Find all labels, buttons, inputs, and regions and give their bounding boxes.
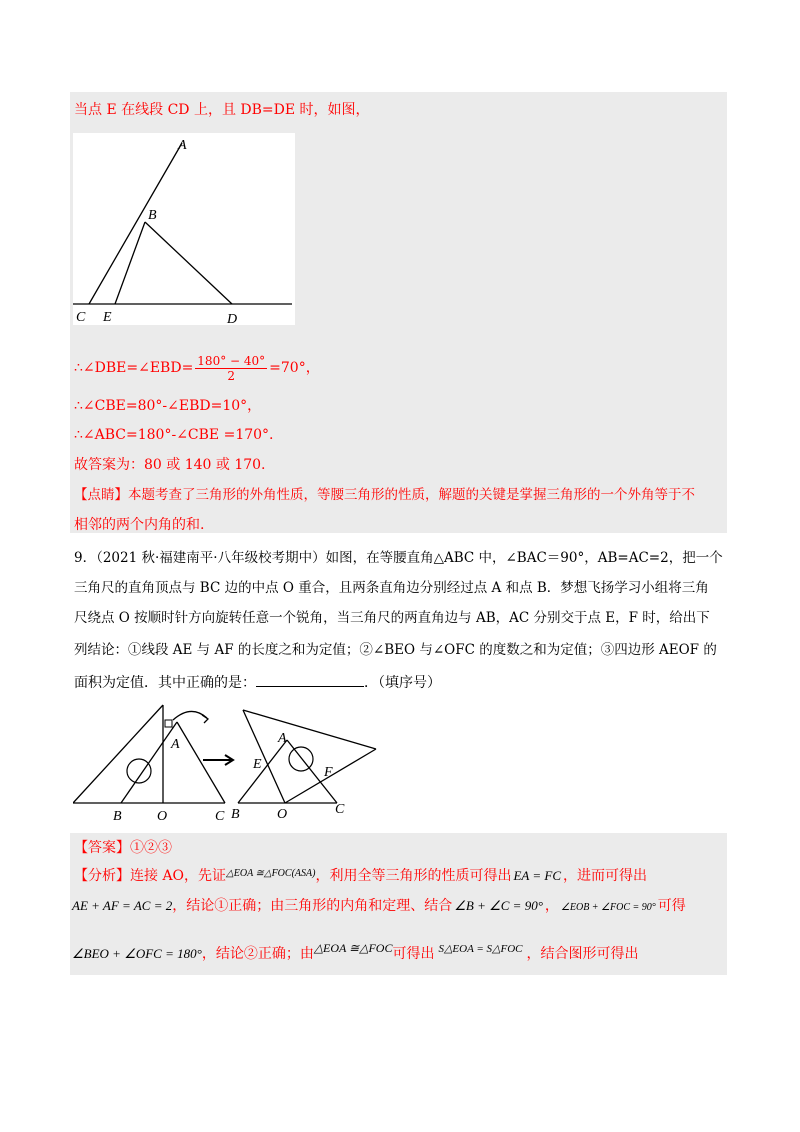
analysis-pre: 【分析】连接 AO，先证 <box>74 868 227 884</box>
figure-triangle-abcde <box>73 133 295 325</box>
fig2-right-label-F: F <box>324 765 333 780</box>
fig1-label-E: E <box>103 310 112 325</box>
step1-numerator: 180° − 40° <box>197 353 266 368</box>
congruence-2: △EOA ≅△FOC <box>313 941 393 955</box>
question-line-5-post: ．（填序号） <box>364 675 441 691</box>
analysis-line2-b: 可得 <box>657 898 686 914</box>
solution-step1 <box>74 350 320 386</box>
solution-step3: ∴∠ABC=180°-∠CBE =170°. <box>74 427 274 443</box>
eq-b-c: ∠B + ∠C = 90° <box>454 898 543 913</box>
eq-beo-ofc: ∠BEO + ∠OFC = 180° <box>72 946 202 961</box>
eq-ae-af: AE + AF = AC = 2 <box>72 898 173 913</box>
step1-denominator: 2 <box>227 368 236 383</box>
fig1-label-A: A <box>178 138 187 153</box>
analysis-line3-b: 可得出 <box>392 946 435 962</box>
fig2-left-label-O: O <box>157 809 168 824</box>
fig2-right-label-A: A <box>278 731 287 746</box>
fig1-label-B: B <box>148 208 157 223</box>
analysis-line3-c: ，结合图形可得出 <box>526 946 639 962</box>
question-line-1: 9．（2021 秋·福建南平·八年级校考期中）如图，在等腰直角△ABC 中，∠BAC＝90°，AB=AC=2，把一个 <box>74 550 723 566</box>
comment-line-2: 相邻的两个内角的和. <box>74 517 205 533</box>
step1-fraction <box>195 354 267 383</box>
analysis-line-2 <box>74 896 686 918</box>
eq-eob-foc: ∠EOB + ∠FOC = 90° <box>560 902 656 913</box>
analysis-line-3 <box>72 941 639 965</box>
solution-intro: 当点 E 在线段 CD 上，且 DB=DE 时，如图， <box>74 102 370 118</box>
analysis-mid2: ，进而可得出 <box>562 868 647 884</box>
step1-post: =70°， <box>269 360 320 376</box>
analysis-line2-a: ，结论①正确；由三角形的内角和定理、结合 <box>172 898 453 914</box>
question-line-2: 三角尺的直角顶点与 BC 边的中点 O 重合，且两条直角边分别经过点 A 和点 B．梦想飞扬学习小组将三角 <box>74 580 709 596</box>
fig1-label-D: D <box>227 312 238 325</box>
fig2-left-label-A: A <box>171 737 180 752</box>
eq-area: S△EOA = S△FOC <box>438 943 523 955</box>
figure-rotation <box>73 700 383 825</box>
congruence-1: △EOA ≅△FOC(ASA) <box>226 868 316 879</box>
solution-answer: 故答案为：80 或 140 或 170. <box>74 457 266 473</box>
fig2-right-label-B: B <box>231 807 240 822</box>
eq-ea-fc: EA = FC <box>513 868 561 883</box>
solution-step2: ∴∠CBE=80°-∠EBD=10°， <box>74 398 262 414</box>
question-line-5-pre: 面积为定值．其中正确的是： <box>74 675 256 691</box>
fig2-right-label-E: E <box>253 757 262 772</box>
fig2-left-label-C: C <box>215 809 225 824</box>
question-line-5 <box>74 672 441 693</box>
question-line-3: 尺绕点 O 按顺时针方向旋转任意一个锐角，当三角尺的两直角边与 AB，AC 分别交于点 E，F 时，给出下 <box>74 610 710 626</box>
fig2-left-label-B: B <box>113 809 122 824</box>
analysis-mid1: ，利用全等三角形的性质可得出 <box>315 868 512 884</box>
step1-pre: ∴∠DBE=∠EBD= <box>74 360 194 376</box>
answer-blank[interactable] <box>256 672 364 687</box>
analysis-line-1 <box>74 866 647 888</box>
question-line-4: 列结论：①线段 AE 与 AF 的长度之和为定值；②∠BEO 与∠OFC 的度数之和为定值；③四边形 AEOF 的 <box>74 642 717 658</box>
fig2-right-label-O: O <box>277 807 288 822</box>
analysis-sep: ， <box>544 898 559 914</box>
fig2-right-label-C: C <box>335 802 345 817</box>
comment-line-1: 【点睛】本题考查了三角形的外角性质，等腰三角形的性质，解题的关键是掌握三角形的一个外角等于不 <box>74 487 695 503</box>
answer-line: 【答案】①②③ <box>74 840 172 856</box>
analysis-line3-a: ，结论②正确；由 <box>201 946 314 962</box>
fig1-label-C: C <box>76 310 86 325</box>
